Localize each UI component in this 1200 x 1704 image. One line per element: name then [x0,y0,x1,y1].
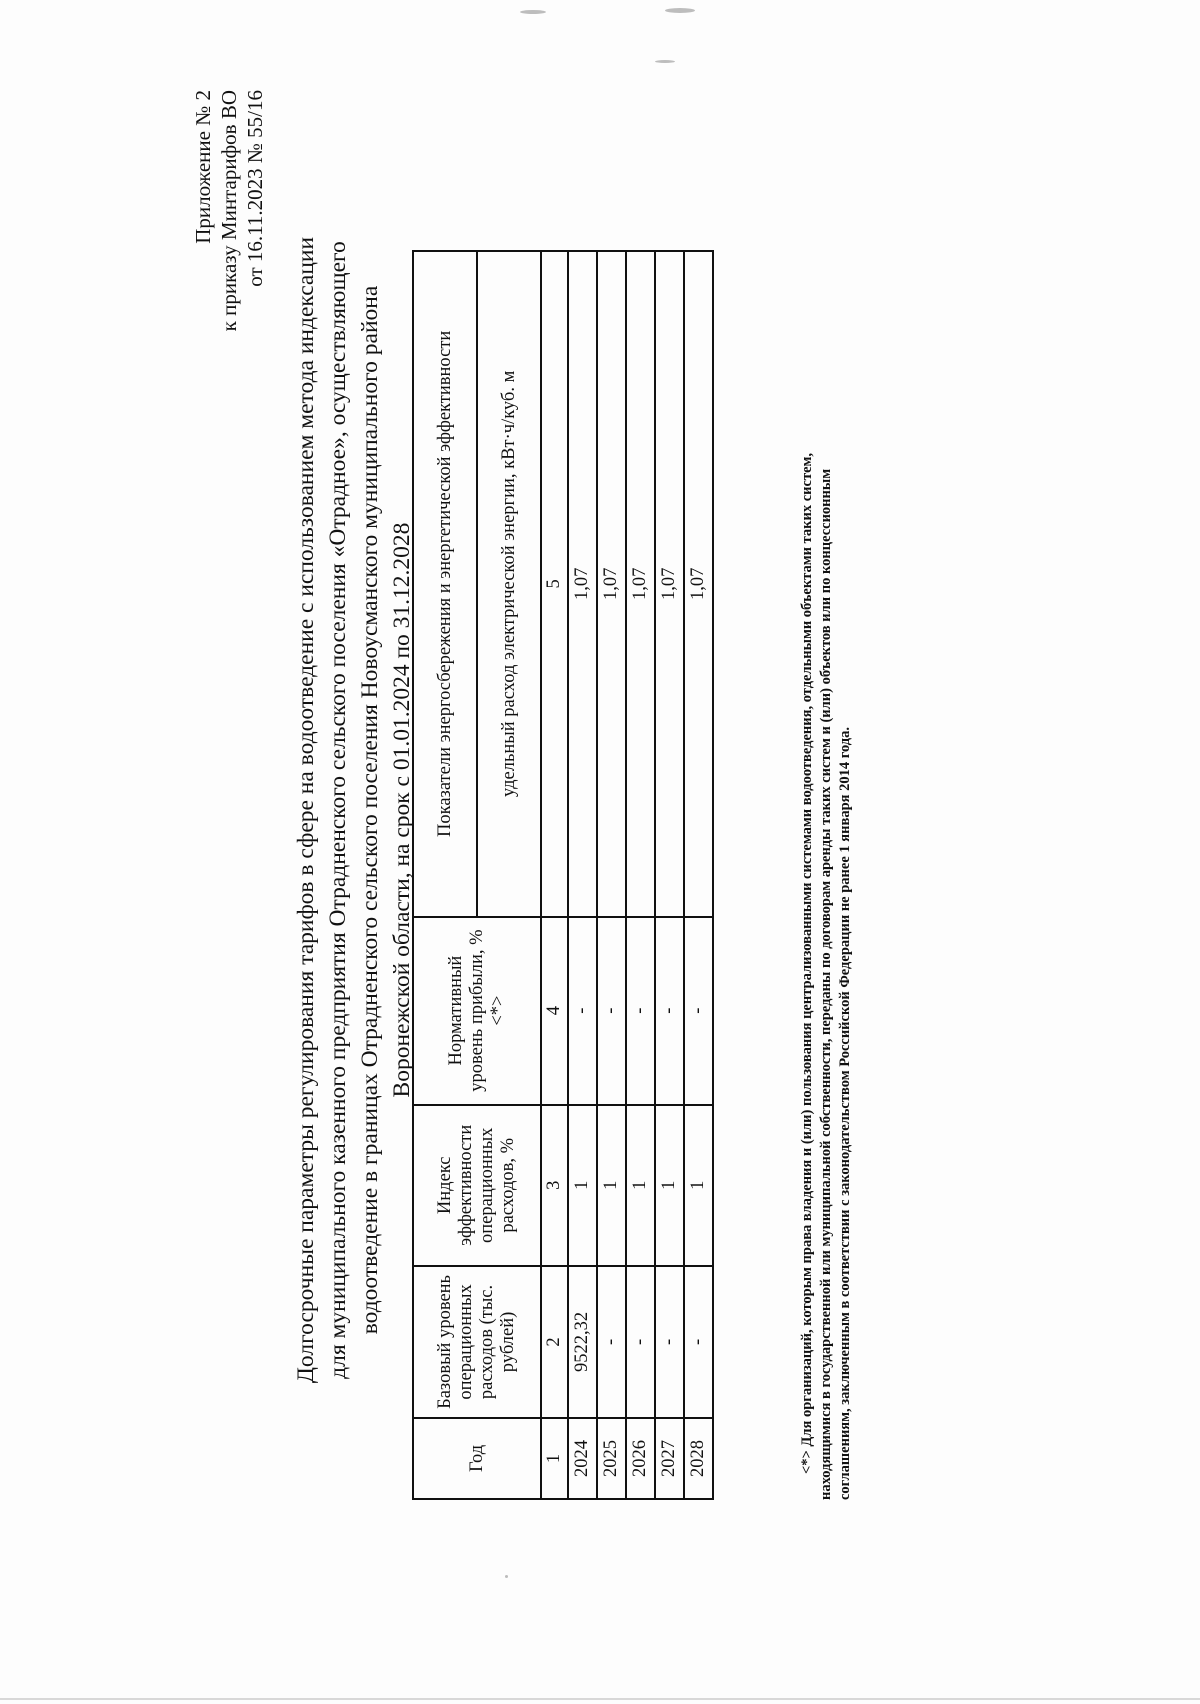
cell-normative-profit: - [568,917,597,1105]
cell-base-level: - [626,1266,655,1418]
footnote-line-1: <*> Для организаций, которым права владения и (или) пользования централизованными системами водоотведения, отдельными объектами таких систем, [799,452,815,1474]
cell-year: 2026 [626,1418,655,1499]
table-header-row [413,251,477,1499]
order-reference: к приказу Минтарифов ВО [217,90,241,332]
cell-energy-consumption: 1,07 [597,251,626,917]
cell-energy-consumption: 1,07 [655,251,684,917]
footnote-line-2: находящимися в государственной или муниципальной собственности, переданы по договорам аренды таких систем и (или) объектов или по концессионным [818,468,834,1500]
cell-normative-profit: - [655,917,684,1105]
header-normative-profit: Нормативный уровень прибыли, % <*> [413,917,541,1105]
column-number: 2 [541,1266,568,1418]
cell-year: 2027 [655,1418,684,1499]
table-row [597,251,626,1499]
column-number: 3 [541,1105,568,1266]
rotated-content [190,90,930,1510]
title-line-3: водоотведение в границах Отрадненского сельского поселения Новоусманского муниципального района [357,285,383,1335]
column-number-row [541,251,568,1499]
cell-normative-profit: - [684,917,713,1105]
header-energy-group: Показатели энергосбережения и энергетической эффективности [413,251,477,917]
cell-efficiency-index: 1 [568,1105,597,1266]
header-base-level: Базовый уровень операционных расходов (тыс. рублей) [413,1266,541,1418]
table-row [568,251,597,1499]
cell-normative-profit: - [597,917,626,1105]
appendix-number: Приложение № 2 [191,90,215,244]
cell-base-level: 9522,32 [568,1266,597,1418]
footnote [798,220,855,1500]
header-year: Год [413,1418,541,1499]
column-number: 4 [541,917,568,1105]
cell-energy-consumption: 1,07 [684,251,713,917]
cell-year: 2028 [684,1418,713,1499]
scan-speck [655,60,675,63]
scan-speck [520,10,546,14]
footnote-line-3: соглашениям, заключенным в соответствии с законодательством Российской Федерации не ранее 1 января 2014 года. [837,727,853,1500]
cell-energy-consumption: 1,07 [568,251,597,917]
header-efficiency-index: Индекс эффективности операционных расходов, % [413,1105,541,1266]
title-line-1: Долгосрочные параметры регулирования тарифов в сфере на водоотведение с использованием метода индексации [293,236,319,1384]
document-title [290,110,418,1510]
cell-efficiency-index: 1 [655,1105,684,1266]
column-number: 1 [541,1418,568,1499]
appendix-header [190,90,268,331]
cell-efficiency-index: 1 [597,1105,626,1266]
table-row [655,251,684,1499]
cell-normative-profit: - [626,917,655,1105]
cell-efficiency-index: 1 [684,1105,713,1266]
cell-year: 2024 [568,1418,597,1499]
table-row [684,251,713,1499]
scan-speck [665,8,695,13]
scan-speck [505,1575,508,1578]
title-line-4: Воронежской области, на срок с 01.01.2024 по 31.12.2028 [389,522,415,1098]
title-line-2: для муниципального казенного предприятия Отрадненского сельского поселения «Отрадное», осуществляющего [325,241,351,1379]
column-number: 5 [541,251,568,917]
cell-base-level: - [655,1266,684,1418]
cell-base-level: - [597,1266,626,1418]
header-energy-consumption: удельный расход электрической энергии, кВт·ч/куб. м [477,251,541,917]
cell-base-level: - [684,1266,713,1418]
cell-year: 2025 [597,1418,626,1499]
cell-efficiency-index: 1 [626,1105,655,1266]
cell-energy-consumption: 1,07 [626,251,655,917]
scan-edge-line [0,1698,1200,1700]
parameters-table [412,250,714,1500]
table-row [626,251,655,1499]
order-date-number: от 16.11.2023 № 55/16 [243,90,267,287]
